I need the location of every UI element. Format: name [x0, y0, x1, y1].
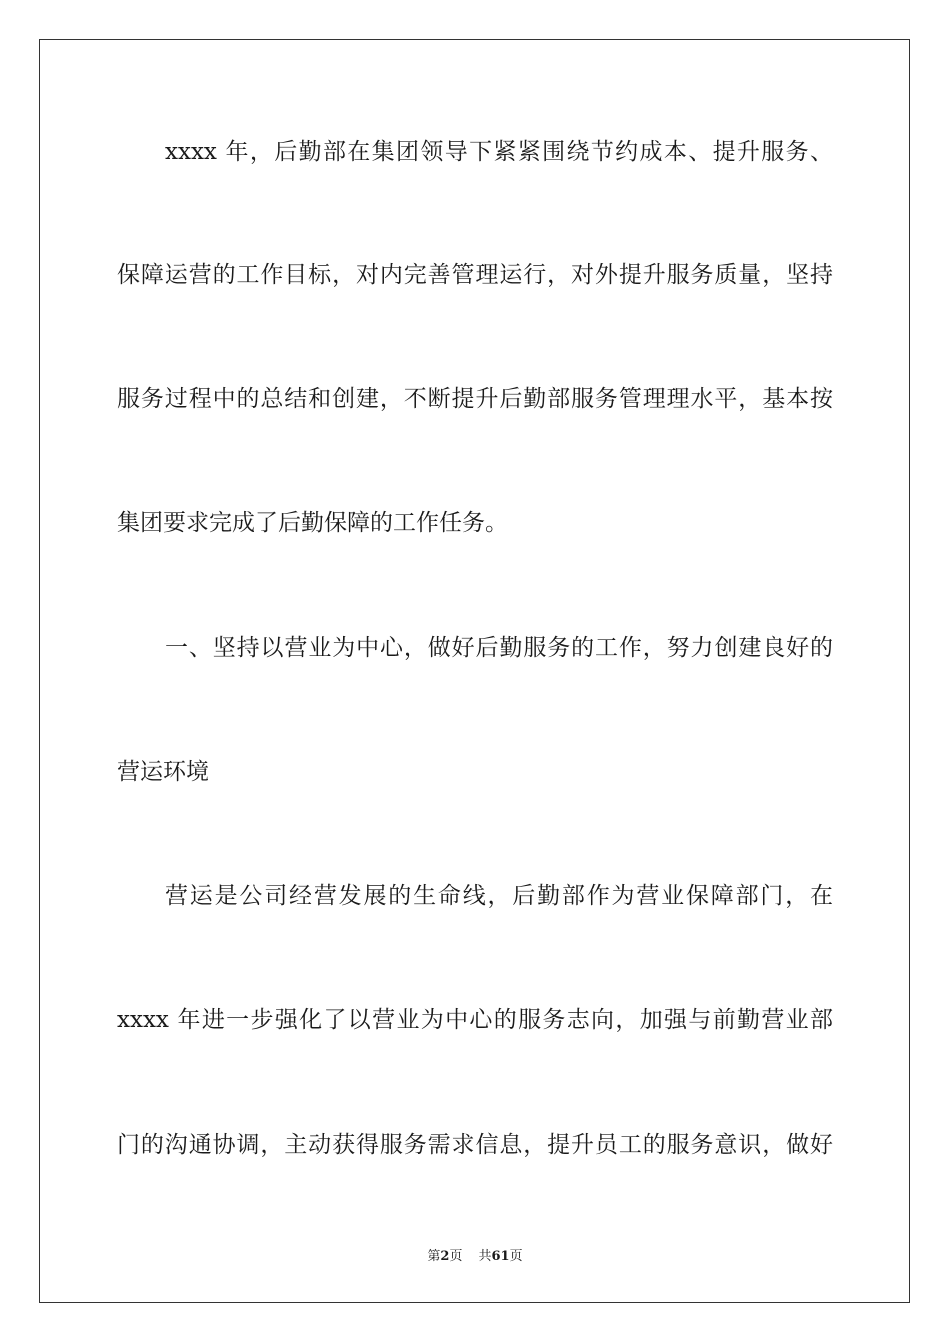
body-text-line: 集团要求完成了后勤保障的工作任务。 — [117, 510, 508, 536]
section-heading-line: 营运环境 — [117, 759, 209, 785]
body-text-line: 服务过程中的总结和创建，不断提升后勤部服务管理理水平，基本按 — [117, 386, 833, 412]
body-text-line: 营运是公司经营发展的生命线，后勤部作为营业保障部门，在 — [165, 883, 833, 909]
page-prefix: 第 — [427, 1249, 441, 1264]
page-border — [39, 39, 910, 1303]
body-text-line: 保障运营的工作目标，对内完善管理运行，对外提升服务质量，坚持 — [117, 262, 833, 288]
page-number: 2 — [440, 1249, 450, 1264]
page-total: 61 — [491, 1249, 510, 1264]
total-prefix: 共 — [478, 1249, 492, 1264]
page-footer — [0, 1248, 950, 1266]
body-text-line: 门的沟通协调，主动获得服务需求信息，提升员工的服务意识，做好 — [117, 1132, 833, 1158]
page-suffix: 页 — [449, 1249, 463, 1264]
total-suffix: 页 — [509, 1249, 523, 1264]
body-text-line: xxxx 年，后勤部在集团领导下紧紧围绕节约成本、提升服务、 — [165, 139, 833, 165]
body-text-line: xxxx 年进一步强化了以营业为中心的服务志向，加强与前勤营业部 — [117, 1007, 833, 1033]
section-heading-line: 一、坚持以营业为中心，做好后勤服务的工作，努力创建良好的 — [165, 635, 833, 661]
